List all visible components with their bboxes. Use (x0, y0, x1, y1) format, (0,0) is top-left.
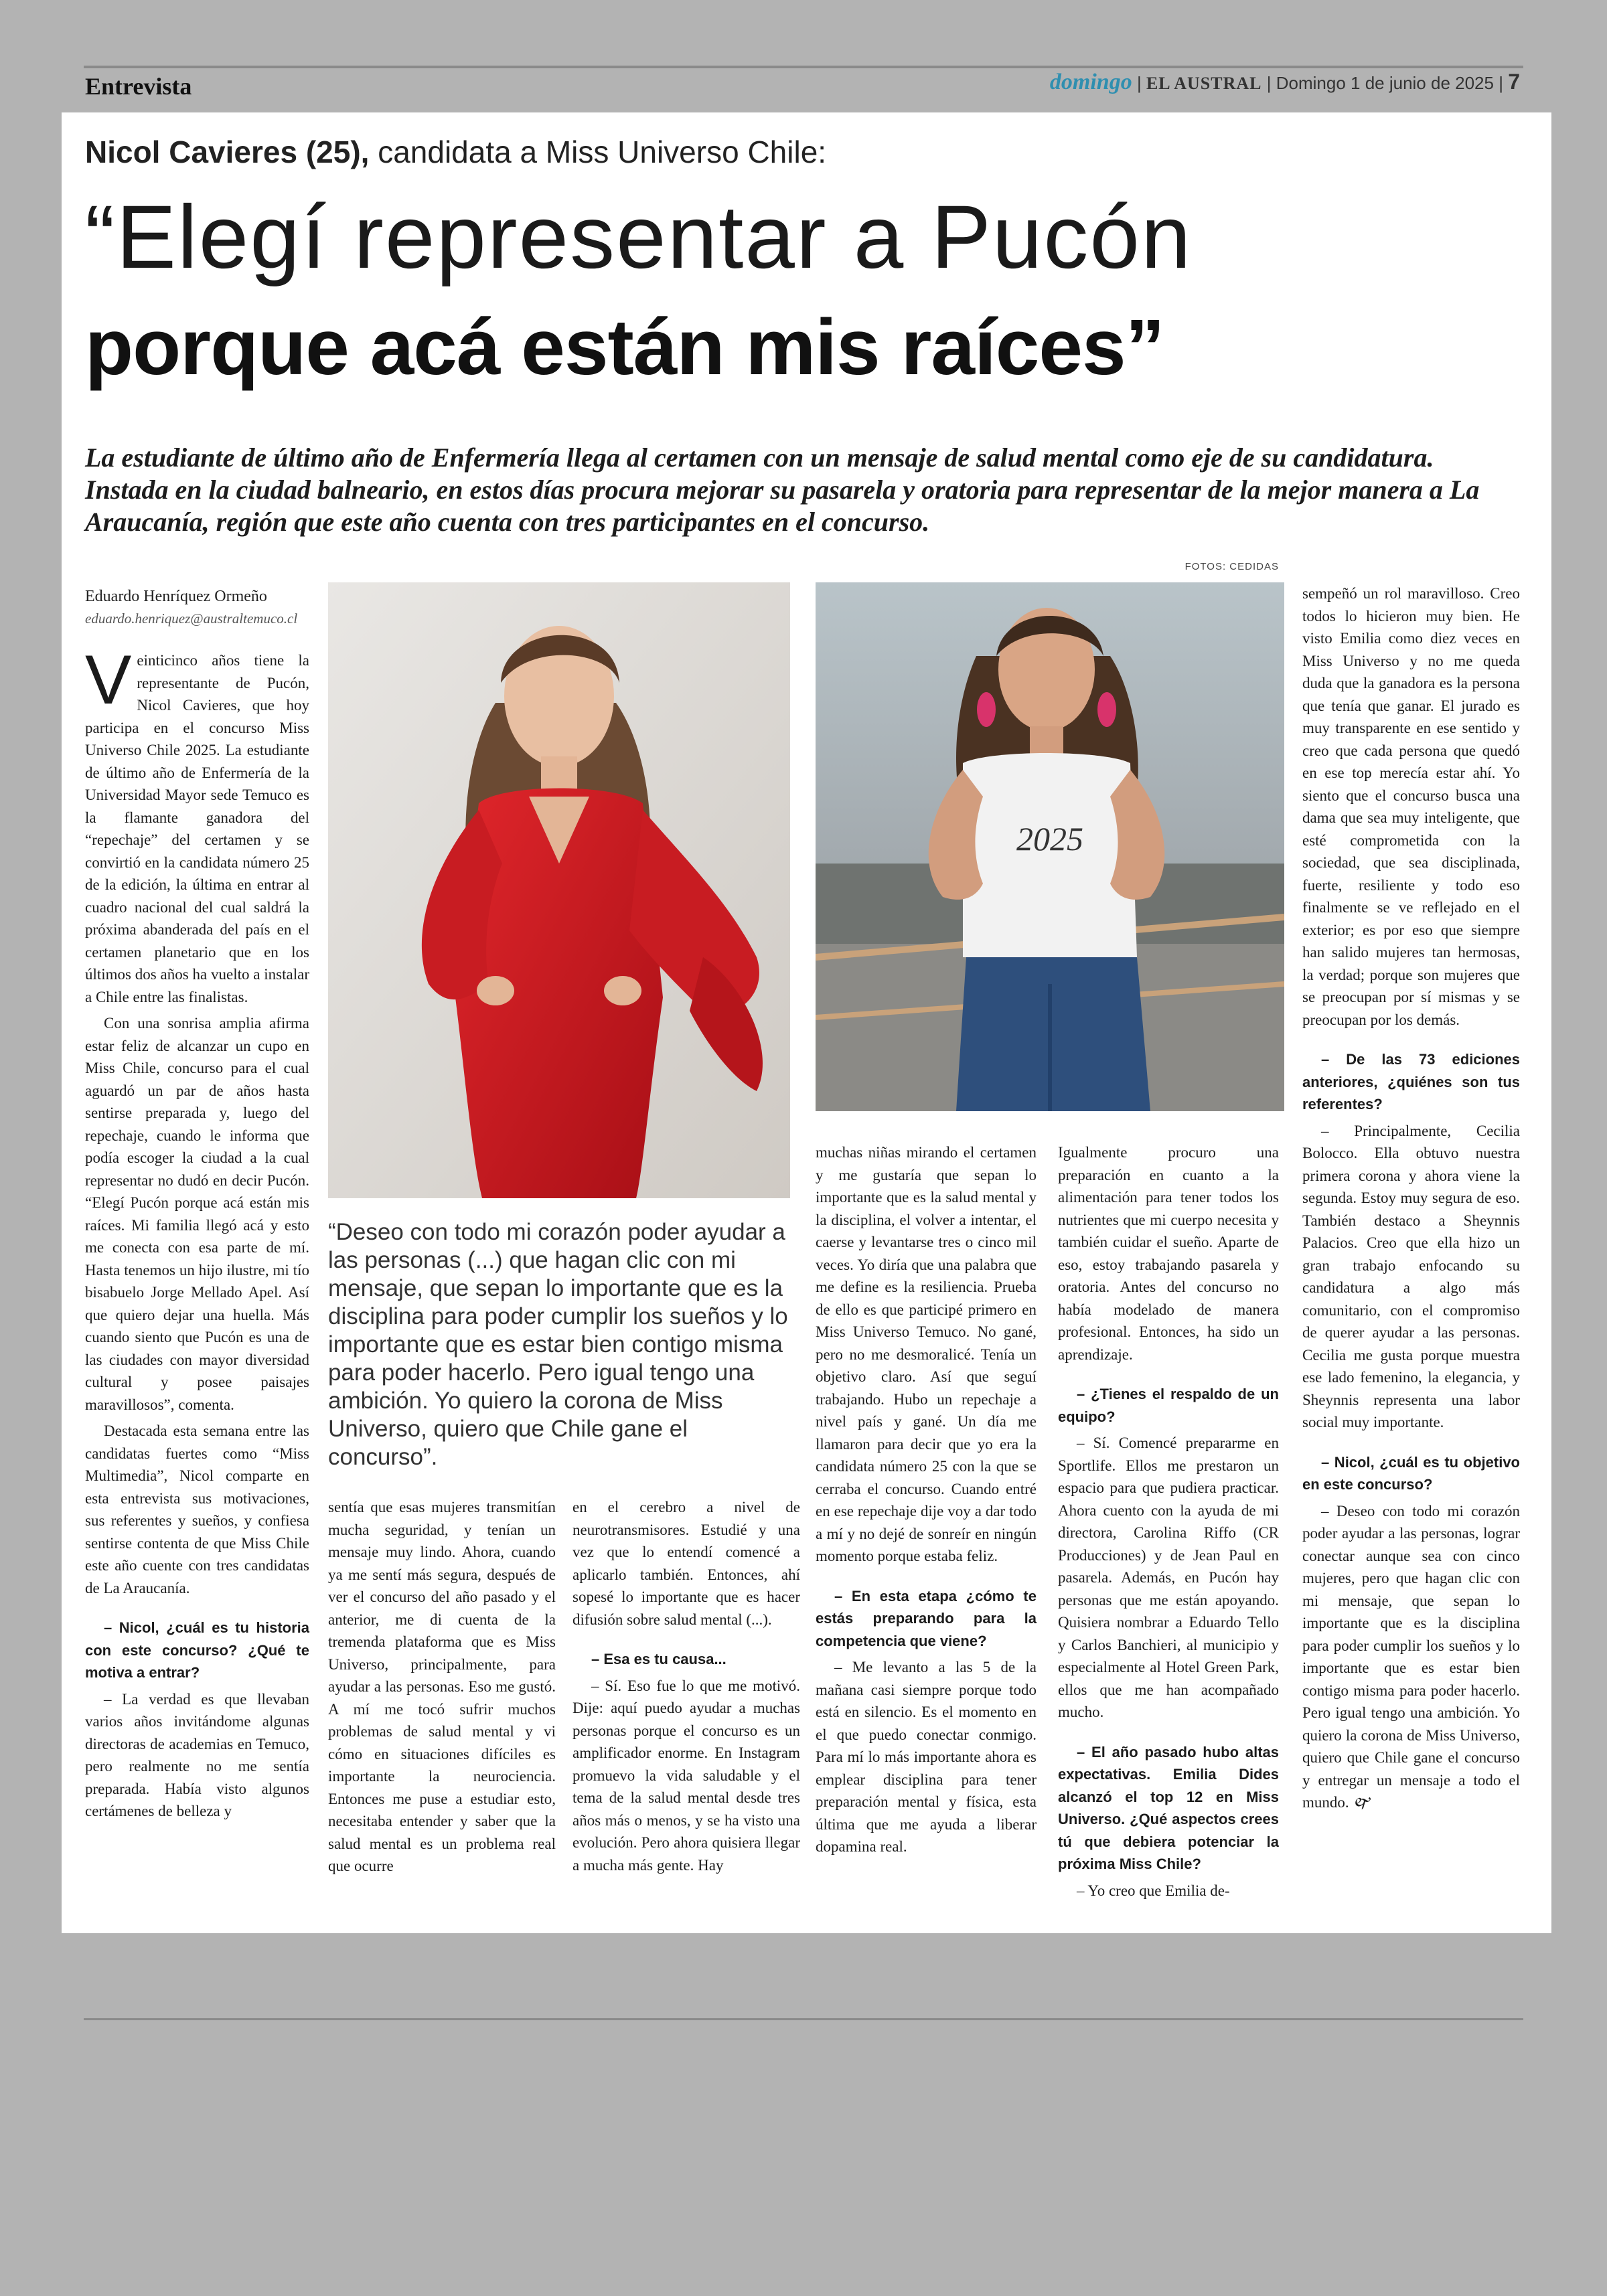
paragraph: – La verdad es que llevaban varios años invitándome algunas directoras de academias en Temuco, pero realmente no me sentía preparada. Había visto algunos certámenes de belleza y (85, 1690, 309, 1819)
column-1 (85, 641, 309, 1827)
paragraph: – Me levanto a las 5 de la mañana casi siempre porque todo está en silencio. Es el momento en el que puedo conectar conmigo. Para mí lo más importante ahora es emplear disciplina para tener preparación mental y física, esta última que me ayuda a liberar dopamina real. (816, 1659, 1037, 1855)
footer-rule (84, 2018, 1523, 2020)
paragraph: – Deseo con todo mi corazón poder ayudar a las personas, lograr conectar aunque sea con cinco mujeres, pero que hagan clic con mi mensaje, que sepan lo importante que es la disciplina para poder cumplir los sueños y lo importante que es estar bien contigo misma para poder hacerlo. Pero igual tengo una ambición. Yo quiero la corona de Miss Universo, quiero que Chile gane el concurso y entregar un mensaje a todo el mundo. 🙰 (1302, 1502, 1520, 1811)
paragraph: – Sí. Eso fue lo que me motivó. Dije: aquí puedo ayudar a muchas personas porque el concurso es un amplificador enorme. En Instagram promuevo la vida saludable y el tema de la salud mental desde tres años más o menos, y se ha visto una evolución. Pero ahora quisiera llegar a mucha más gente. Hay (572, 1677, 800, 1874)
photo-white-shirt (816, 582, 1284, 1111)
author-email: eduardo.henriquez@australtemuco.cl (85, 610, 298, 627)
column-4 (816, 1141, 1037, 1862)
header-rule (84, 66, 1523, 68)
photo-red-dress (328, 582, 790, 1198)
newspaper-name: EL AUSTRAL (1146, 74, 1262, 93)
paragraph: einticinco años tiene la representante de Pucón, Nicol Cavieres, que hoy participa en el concurso Miss Universo Chile 2025. La estudiante de último año de Enfermería de la Universidad Mayor sede Temuco es la flamante ganadora del “repechaje” del certamen y se convirtió en la candidata número 25 de la edición, la última en entrar al cuadro nacional del cual saldrá la próxima abanderada del país en el certamen planetario que en los últimos dos años ha vuelto a instalar a Chile entre las finalistas. (85, 652, 309, 1005)
photo-credit: FOTOS: CEDIDAS (1184, 561, 1279, 572)
headline-line-1: “Elegí representar a Pucón (85, 187, 1193, 287)
column-2 (328, 1496, 556, 1882)
supplement-name: domingo (1049, 70, 1132, 94)
paragraph: – Sí. Comencé prepararme en Sportlife. Ellos me prestaron un espacio para que pudiera practicar. Ahora cuento con la ayuda de mi directora, Carolina Riffo (CR Producciones) y de Jean Paul en pasarela. Además, en Pucón hay personas que me están apoyando. Quisiera nombrar a Eduardo Tello y Carlos Banchieri, al municipio y especialmente al Hotel Green Park, ellos que me han acompañado mucho. (1058, 1434, 1279, 1720)
paragraph: en el cerebro a nivel de neurotransmisores. Estudié y una vez que lo entendí comencé a aplicarlo también. Entonces, ahí sopesé lo importante que es hacer difusión sobre salud mental (...). (572, 1499, 800, 1628)
paragraph: muchas niñas mirando el certamen y me gustaría que sepan lo importante que es la salud mental y la disciplina, el volver a intentar, el caerse y levantarse tres o cinco mil veces. Yo diría que una palabra que me define es la resiliencia. Prueba de ello es que participé primero en Miss Universo Temuco. No gané, pero no me desmoralicé. Tenía un objetivo claro. Así que seguí trabajando. Hubo un repechaje a nivel país y gané. Un día me llamaron para decir que yo era la candidata número 25 con la que se cerraba el concurso. Cuando entré en ese repechaje dije voy a dar todo a mí y no dejé de sonreír en ningún momento porque estaba feliz. (816, 1144, 1037, 1564)
paragraph: Destacada esta semana entre las candidatas fuertes como “Miss Multimedia”, Nicol comparte en esta entrevista sus motivaciones, sus referentes y sueños, y confiesa sentirse contenta de que Miss Chile este año cuente con tres candidatas de La Araucanía. (85, 1422, 309, 1596)
headline-line-2: porque acá están mis raíces” (85, 303, 1164, 392)
paragraph: sentía que esas mujeres transmitían mucha seguridad, y tenían un mensaje muy lindo. Ahora, cuando ya me sentí más segura, después de ver el concurso del año pasado y el anterior, me di cuenta de la tremenda plataforma que es Miss Universo, principalmente, para ayudar a las personas. Eso me gustó. A mí me tocó sufrir muchos problemas de salud mental y vi cómo en situaciones difíciles es importante la neurociencia. Entonces me puse a estudiar esto, necesitaba entender y saber que la salud mental es un problema real que ocurre (328, 1499, 556, 1874)
white-shirt-illustration (816, 582, 1284, 1111)
interview-question: – El año pasado hubo altas expectativas. Emilia Dides alcanzó el top 12 en Miss Universo. ¿Qué aspectos crees tú que debiera potenciar la próxima Miss Chile? (1058, 1743, 1279, 1872)
interview-question: – Nicol, ¿cuál es tu historia con este concurso? ¿Qué te motiva a entrar? (85, 1619, 309, 1681)
interview-question: – Nicol, ¿cuál es tu objetivo en este concurso? (1302, 1453, 1520, 1493)
lead-paragraph: La estudiante de último año de Enfermería llega al certamen con un mensaje de salud mental como eje de su candidatura. Instada en la ciudad balneario, en estos días procura mejorar su pasarela y oratoria para representar de la mejor manera a La Araucanía, región que este año cuenta con tres participantes en el concurso. (85, 442, 1480, 537)
interview-question: – De las 73 ediciones anteriores, ¿quiénes son tus referentes? (1302, 1051, 1520, 1113)
paragraph: sempeñó un rol maravilloso. Creo todos lo hicieron muy bien. He visto Emilia como diez veces en Miss Universo y no me queda duda que la ganadora es la persona que tenía que ganar. El jurado es muy transparente en ese sentido y creo que cada persona que quedó en ese top merecía estar ahí. Yo siento que el concurso busca una dama que sea muy inteligente, que esté comprometida con la sociedad, que sea disciplinada, fuerte, resiliente y todo eso finalmente se ve reflejado en el exterior; es por eso que siempre han salido mujeres tan hermosas, la verdad; porque son mujeres que se preocupan por sí mismas y se preocupan por los demás. (1302, 585, 1520, 1028)
paragraph: – Principalmente, Cecilia Bolocco. Ella obtuvo nuestra primera corona y ahora viene la segunda. Estoy muy segura de eso. También destaco a Sheynnis Palacios. Creo que ella hizo un gran trabajo enfocando su candidatura a algo más comunitario, con el compromiso de querer ayudar a las personas. Cecilia me gusta porque muestra ese lado femenino, la elegancia, y Sheynnis representa una labor social muy importante. (1302, 1122, 1520, 1430)
kicker-text: candidata a Miss Universo Chile: (378, 135, 827, 169)
kicker-name: Nicol Cavieres (25), (85, 135, 370, 169)
column-5 (1058, 1141, 1279, 1906)
paragraph: Igualmente procuro una preparación en cuanto a la alimentación para tener todos los nutrientes que mi cuerpo necesita y también cuidar el sueño. Aparte de eso, estoy trabajando pasarela y oratoria. Antes del concurso no había modelado de manera profesional. Entonces, ha sido un aprendizaje. (1058, 1144, 1279, 1363)
interview-question: – En esta etapa ¿cómo te estás preparando para la competencia que viene? (816, 1587, 1037, 1649)
page-number: 7 (1508, 70, 1520, 94)
paragraph: Con una sonrisa amplia afirma estar feliz de alcanzar un cupo en Miss Chile, concurso para el cual aguardó un par de años hasta sentirse preparada y, luego del repechaje, cuando le informa que podía escoger la ciudad a la cual representar no dudó en decir Pucón. “Elegí Pucón porque acá están mis raíces. Mi familia llegó acá y esto me conecta con esa parte de mí. Hasta tenemos un hijo ilustre, mi tío bisabuelo Jorge Mellado Apel. Así que quiero dejar una huella. Más cuando siento que Pucón es una de las ciudades con mayor diversidad cultural y posee paisajes maravillosos”, comenta. (85, 1015, 309, 1413)
paragraph: – Yo creo que Emilia de- (1077, 1882, 1230, 1899)
interview-question: – ¿Tienes el respaldo de un equipo? (1058, 1386, 1279, 1425)
pull-quote: “Deseo con todo mi corazón poder ayudar a las personas (...) que hagan clic con mi mensaje, que sepan lo importante que es la disciplina para poder cumplir los sueños y lo importante que es estar bien contigo misma para poder hacerlo. Pero igual tengo una ambición. Yo quiero la corona de Miss Universo, quiero que Chile gane el concurso”. (328, 1219, 788, 1470)
interview-question: – Esa es tu causa... (591, 1651, 726, 1667)
red-dress-illustration (328, 582, 790, 1198)
shirt-print: 2025 (1016, 820, 1083, 857)
section-label: Entrevista (85, 73, 192, 100)
kicker (85, 134, 826, 170)
column-3 (572, 1496, 800, 1880)
column-6 (1302, 582, 1520, 1818)
issue-date: Domingo 1 de junio de 2025 (1276, 73, 1494, 93)
author-byline: Eduardo Henríquez Ormeño (85, 588, 267, 605)
page-header: domingo | EL AUSTRAL | Domingo 1 de junio de 2025 | 7 (1049, 70, 1520, 94)
drop-cap: V (85, 641, 132, 719)
